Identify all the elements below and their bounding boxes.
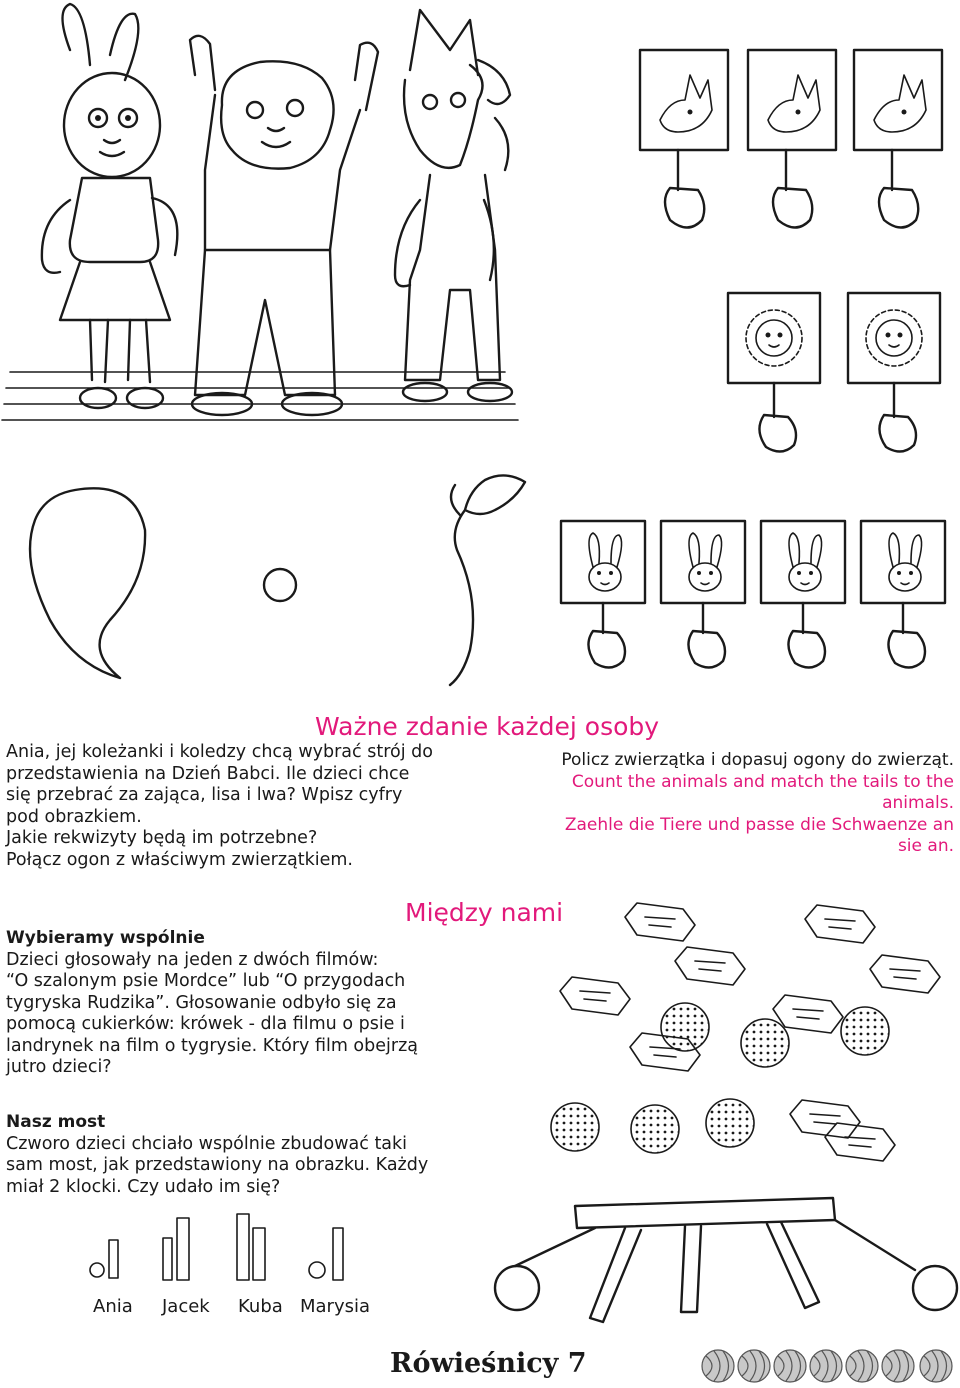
ania-blocks <box>90 1240 118 1278</box>
name-marysia: Marysia <box>300 1296 371 1317</box>
task-de-line1: Zaehle die Tiere und passe die Schwaenze an <box>564 814 954 835</box>
section-title: Między nami <box>405 898 564 927</box>
voting-line: pomocą cukierków: krówek - dla filmu o psie i <box>6 1014 405 1034</box>
right-task-text <box>484 750 954 858</box>
children-costumes-illustration <box>0 0 520 440</box>
voting-line: jutro dzieci? <box>6 1057 112 1077</box>
bridge-heading: Nasz most <box>6 1112 106 1132</box>
task-pl: Policz zwierzątka i dopasuj ogony do zwierząt. <box>561 750 954 770</box>
left-task-line: Jakie rekwizyty będą im potrzebne? <box>6 828 318 848</box>
task-en-line2: animals. <box>882 793 954 813</box>
voting-heading: Wybieramy wspólnie <box>6 928 205 948</box>
rabbit-tail <box>264 569 296 601</box>
left-task-line: przedstawienia na Dzień Babci. Ile dzieci chce <box>6 763 410 784</box>
bridge-line: Czworo dzieci chciało wspólnie zbudować taki <box>6 1133 408 1154</box>
footer-title: Rówieśnicy 7 <box>390 1348 587 1379</box>
bridge-block <box>6 1112 486 1198</box>
voting-line: Dzieci głosowały na jeden z dwóch filmów: <box>6 949 379 970</box>
name-ania: Ania <box>93 1296 133 1317</box>
voting-line: tygryska Rudzika”. Głosowanie odbyło się za <box>6 992 397 1013</box>
left-task-line: się przebrać za zająca, lisa i lwa? Wpisz cyfry <box>6 785 403 805</box>
page-title: Ważne zdanie każdej osoby <box>315 712 660 741</box>
kuba-blocks <box>237 1214 265 1280</box>
left-task-line: pod obrazkiem. <box>6 806 142 827</box>
marysia-blocks <box>309 1228 343 1280</box>
fox-costume-child <box>395 10 512 401</box>
footer-balls-decoration <box>700 1348 960 1384</box>
children-blocks-illustration <box>85 1210 385 1290</box>
fox-signs-row <box>630 40 960 240</box>
lion-tail <box>450 475 525 685</box>
voting-line: landrynek na film o tygrysie. Który film obejrzą <box>6 1035 418 1056</box>
rabbit-signs-row <box>555 515 960 685</box>
task-en-line1: Count the animals and match the tails to the <box>571 771 954 792</box>
task-de-line2: sie an. <box>897 836 954 856</box>
left-task-line: Połącz ogon z właściwym zwierzątkiem. <box>6 849 353 870</box>
tails-illustration <box>15 470 545 700</box>
lion-costume-child <box>190 36 378 415</box>
fox-tail <box>30 488 145 678</box>
jacek-blocks <box>163 1218 189 1280</box>
bridge-line: sam most, jak przedstawiony na obrazku. Każdy <box>6 1155 429 1175</box>
name-jacek: Jacek <box>162 1296 210 1317</box>
candies-illustration <box>545 895 960 1155</box>
rabbit-costume-child <box>42 4 177 408</box>
left-task-text <box>6 742 476 871</box>
bridge-line: miał 2 klocki. Czy udało im się? <box>6 1176 281 1197</box>
lion-signs-row <box>720 285 960 465</box>
left-task-line: Ania, jej koleżanki i koledzy chcą wybrać strój do <box>6 742 433 762</box>
voting-block <box>6 928 476 1079</box>
voting-line: “O szalonym psie Mordce” lub “O przygodach <box>6 971 406 991</box>
bridge-illustration <box>495 1180 960 1330</box>
name-kuba: Kuba <box>238 1296 283 1317</box>
